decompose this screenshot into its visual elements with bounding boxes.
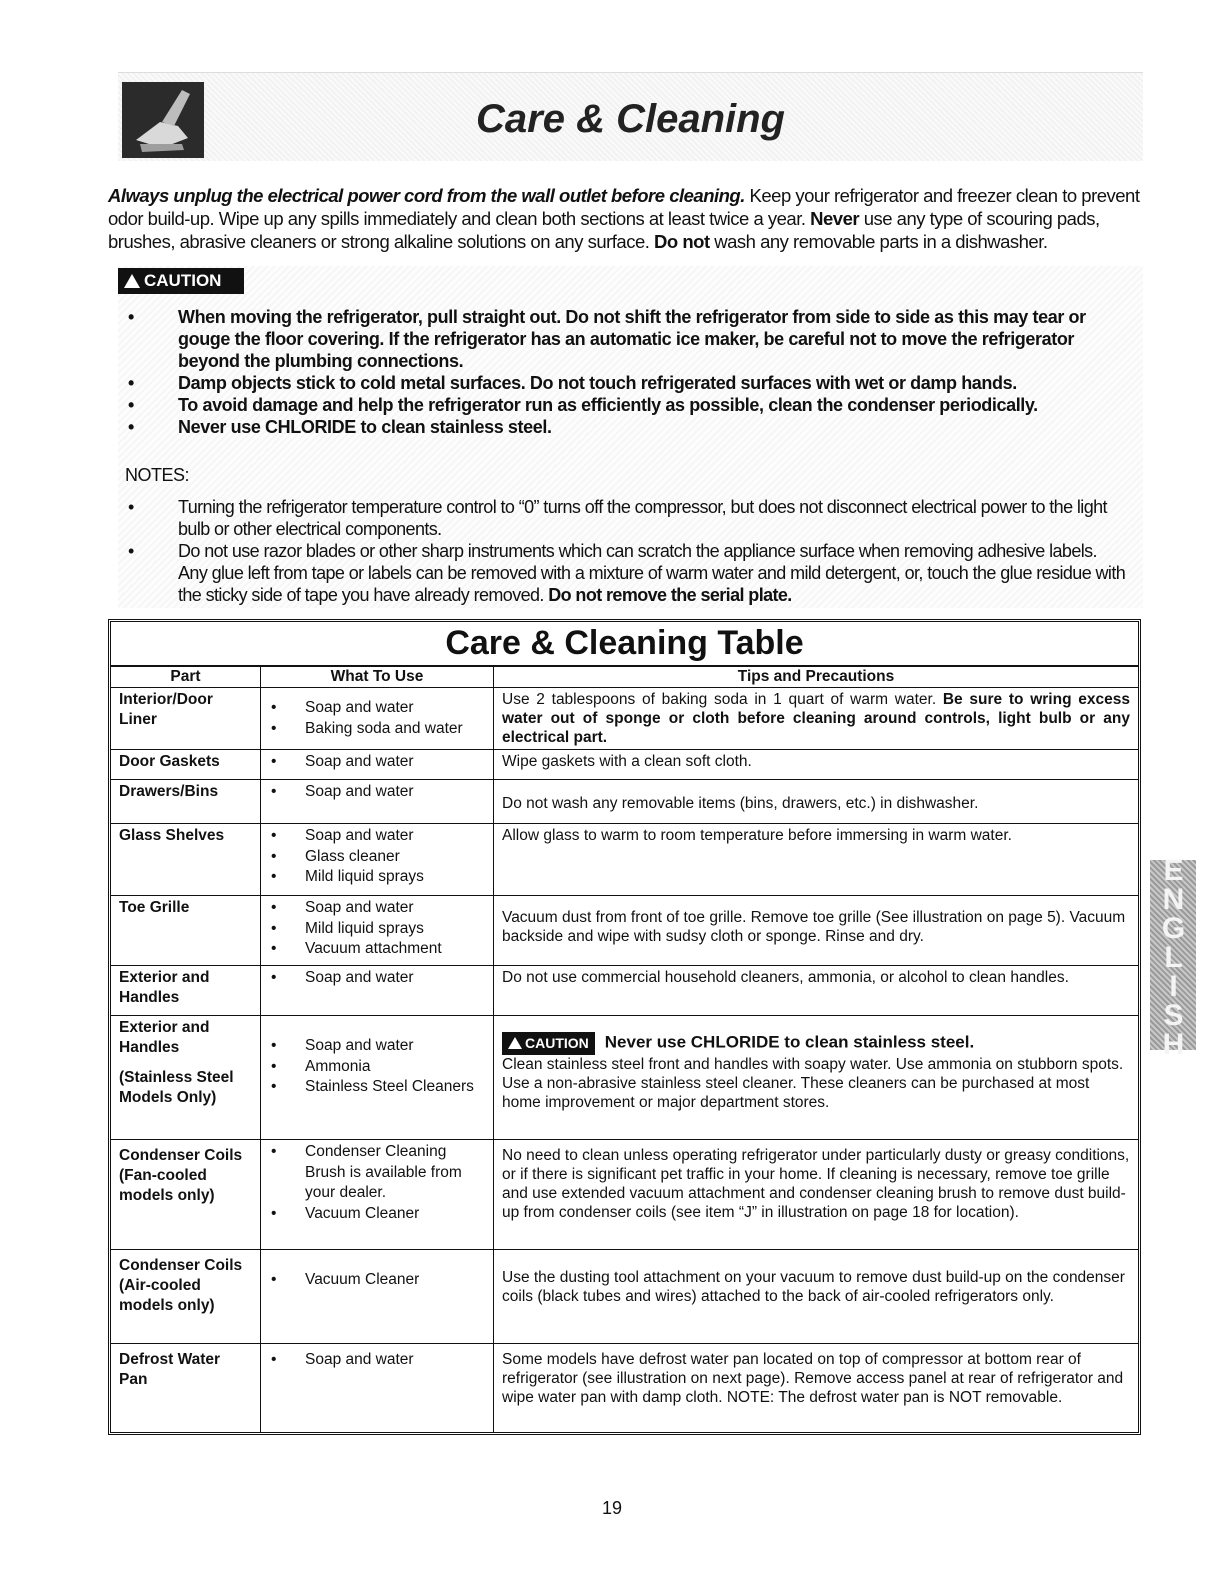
part-name: Exterior and Handles — [119, 1019, 210, 1056]
part-cell: Exterior and Handles — [111, 966, 261, 1016]
tips-text: No need to clean unless operating refrigerator under particularly dusty or greasy conditions, or if there is significant pet traffic in your home. If cleaning is necessary, remove toe grille and use extended vacuum attachment and condenser cleaning brush to remove dust build-up from condenser coils (see item “J” in illustration on page 18 for location). — [502, 1147, 1130, 1221]
chloride-warning: Never use CHLORIDE to clean stainless steel. — [604, 1032, 975, 1052]
intro-paragraph — [108, 184, 1143, 253]
use-item: • Soap and water — [269, 826, 485, 847]
header-use: What To Use — [261, 667, 494, 688]
intro-text-2: use any type of scouring pads, brushes, abrasive cleaners or strong alkaline solutions on any surface. — [108, 208, 1100, 252]
use-cell — [261, 688, 494, 750]
intro-text-3: wash any removable parts in a dishwasher. — [709, 231, 1048, 252]
tips-cell — [494, 1250, 1139, 1344]
table-row — [111, 1016, 1138, 1140]
tips-cell — [494, 1016, 1139, 1140]
warning-triangle-icon — [508, 1037, 522, 1049]
language-tab — [1150, 853, 1196, 1057]
table-row — [111, 896, 1138, 966]
caution-list — [128, 306, 1128, 438]
use-item: • Stainless Steel Cleaners — [269, 1077, 485, 1098]
language-tab-label: ENGLISH — [1157, 853, 1190, 1057]
table-row — [111, 1344, 1138, 1432]
tips-cell — [494, 780, 1139, 824]
page-title: Care & Cleaning — [476, 97, 785, 141]
tips-cell — [494, 1140, 1139, 1250]
notes-label: NOTES: — [125, 465, 190, 485]
use-cell — [261, 1140, 494, 1250]
page-header — [118, 72, 1143, 161]
table-row — [111, 688, 1138, 750]
table-row — [111, 750, 1138, 780]
use-cell — [261, 824, 494, 896]
table-grid — [111, 666, 1138, 1432]
note-item-bold: Do not remove the serial plate. — [548, 585, 792, 605]
table-row — [111, 780, 1138, 824]
tips-cell: Wipe gaskets with a clean soft cloth. — [494, 750, 1139, 780]
use-item: • Ammonia — [269, 1057, 485, 1078]
tips-cell — [494, 1344, 1139, 1432]
page-number: 19 — [601, 1498, 623, 1518]
tips-cell: Allow glass to warm to room temperature before immersing in warm water. — [494, 824, 1139, 896]
table-row — [111, 966, 1138, 1016]
caution-badge — [118, 268, 244, 294]
tips-text: Use the dusting tool attachment on your vacuum to remove dust build-up on the condenser coils (black tubes and wires) attached to the back of air-cooled refrigerators only. — [502, 1269, 1125, 1305]
tips-cell — [494, 896, 1139, 966]
hand-cleaning-icon — [122, 82, 204, 158]
use-item: • Soap and water — [269, 1036, 485, 1057]
part-name: Condenser Coils (Fan-cooled models only) — [119, 1147, 243, 1204]
use-cell — [261, 1016, 494, 1140]
note-item: • Turning the refrigerator temperature control to “0” turns off the compressor, but does not disconnect electrical power to the light bulb or other electrical components. — [128, 496, 1128, 540]
use-item: • Baking soda and water — [269, 719, 485, 740]
use-item: • Condenser Cleaning Brush is available from your dealer. — [269, 1142, 485, 1204]
tips-text: Vacuum dust from front of toe grille. Remove toe grille (See illustration on page 5). Vacuum backside and wipe with sudsy cloth or sponge. Rinse and dry. — [502, 909, 1126, 945]
table-header-row — [111, 667, 1138, 688]
use-item: • Mild liquid sprays — [269, 867, 485, 888]
caution-item: • Damp objects stick to cold metal surfaces. Do not touch refrigerated surfaces with wet or damp hands. — [128, 372, 1128, 394]
table-title: Care & Cleaning Table — [111, 622, 1138, 666]
table-row — [111, 1250, 1138, 1344]
notes-list — [128, 496, 1128, 606]
use-cell — [261, 1250, 494, 1344]
use-item: • Soap and water — [269, 968, 485, 989]
part-name: Defrost Water Pan — [119, 1351, 221, 1388]
part-cell: Interior/Door Liner — [111, 688, 261, 750]
tips-text: Some models have defrost water pan located on top of compressor at bottom rear of refrigerator (see illustration on next page). Remove access panel at rear of refrigerator and wipe water pan with damp cloth. NOTE: The defrost water pan is NOT removable. — [502, 1351, 1124, 1406]
tips-cell — [494, 688, 1139, 750]
use-item: • Vacuum attachment — [269, 939, 485, 960]
header-tips: Tips and Precautions — [494, 667, 1139, 688]
warning-triangle-icon — [124, 274, 140, 288]
caution-item: • When moving the refrigerator, pull straight out. Do not shift the refrigerator from side to side as this may tear or gouge the floor covering. If the refrigerator has an automatic ice maker, be careful not to move the refrigerator beyond the plumbing connections. — [128, 306, 1128, 372]
header-part: Part — [111, 667, 261, 688]
tips-text: Use 2 tablespoons of baking soda in 1 quart of warm water. — [502, 691, 943, 708]
part-cell: Door Gaskets — [111, 750, 261, 780]
tips-bold: Be sure to wring excess water out of sponge or cloth before cleaning around controls, light bulb or any electrical part. — [502, 691, 1130, 746]
tips-text: Do not wash any removable items (bins, drawers, etc.) in dishwasher. — [502, 795, 979, 812]
use-item: • Soap and water — [269, 782, 485, 803]
mini-caution-label: CAUTION — [525, 1035, 589, 1051]
part-cell — [111, 1016, 261, 1140]
use-item: • Soap and water — [269, 752, 485, 773]
part-cell: Glass Shelves — [111, 824, 261, 896]
part-cell — [111, 1344, 261, 1432]
part-cell — [111, 1140, 261, 1250]
mini-caution-badge — [502, 1032, 595, 1055]
use-item: • Mild liquid sprays — [269, 919, 485, 940]
table-row — [111, 1140, 1138, 1250]
use-item: • Glass cleaner — [269, 847, 485, 868]
table-row — [111, 824, 1138, 896]
intro-text-1: Keep your refrigerator and freezer clean to prevent odor build-up. Wipe up any spills immediately and clean both sections at least twice a year. — [108, 185, 1140, 229]
use-item: • Vacuum Cleaner — [269, 1270, 485, 1291]
tips-text: Clean stainless steel front and handles with soapy water. Use ammonia on stubborn spots. Use a non-abrasive stainless steel cleaner. These cleaners can be purchased at most home improvement or major department stores. — [502, 1056, 1124, 1111]
caution-item: • To avoid damage and help the refrigerator run as efficiently as possible, clean the condenser periodically. — [128, 394, 1128, 416]
part-cell: Drawers/Bins — [111, 780, 261, 824]
caution-label: CAUTION — [144, 271, 222, 290]
use-item: • Soap and water — [269, 1350, 485, 1371]
use-cell — [261, 966, 494, 1016]
intro-never: Never — [810, 208, 860, 229]
use-cell — [261, 750, 494, 780]
use-item: • Soap and water — [269, 698, 485, 719]
use-cell — [261, 896, 494, 966]
use-item: • Vacuum Cleaner — [269, 1204, 485, 1225]
part-name: Condenser Coils (Air-cooled models only) — [119, 1257, 243, 1314]
use-cell — [261, 780, 494, 824]
care-cleaning-table — [108, 619, 1141, 1435]
use-cell — [261, 1344, 494, 1432]
caution-item: • Never use CHLORIDE to clean stainless steel. — [128, 416, 1128, 438]
part-cell — [111, 1250, 261, 1344]
note-item — [128, 540, 1128, 606]
intro-lead: Always unplug the electrical power cord from the wall outlet before cleaning. — [108, 185, 745, 206]
intro-donot: Do not — [654, 231, 710, 252]
part-cell: Toe Grille — [111, 896, 261, 966]
tips-cell: Do not use commercial household cleaners, ammonia, or alcohol to clean handles. — [494, 966, 1139, 1016]
use-item: • Soap and water — [269, 898, 485, 919]
note-item-text: Do not use razor blades or other sharp instruments which can scratch the appliance surface when removing adhesive labels. Any glue left from tape or labels can be removed with a mixture of warm water and mild detergent, or, touch the glue residue with the sticky side of tape you have already removed. — [178, 541, 1126, 605]
part-qualifier: (Stainless Steel Models Only) — [119, 1069, 234, 1106]
